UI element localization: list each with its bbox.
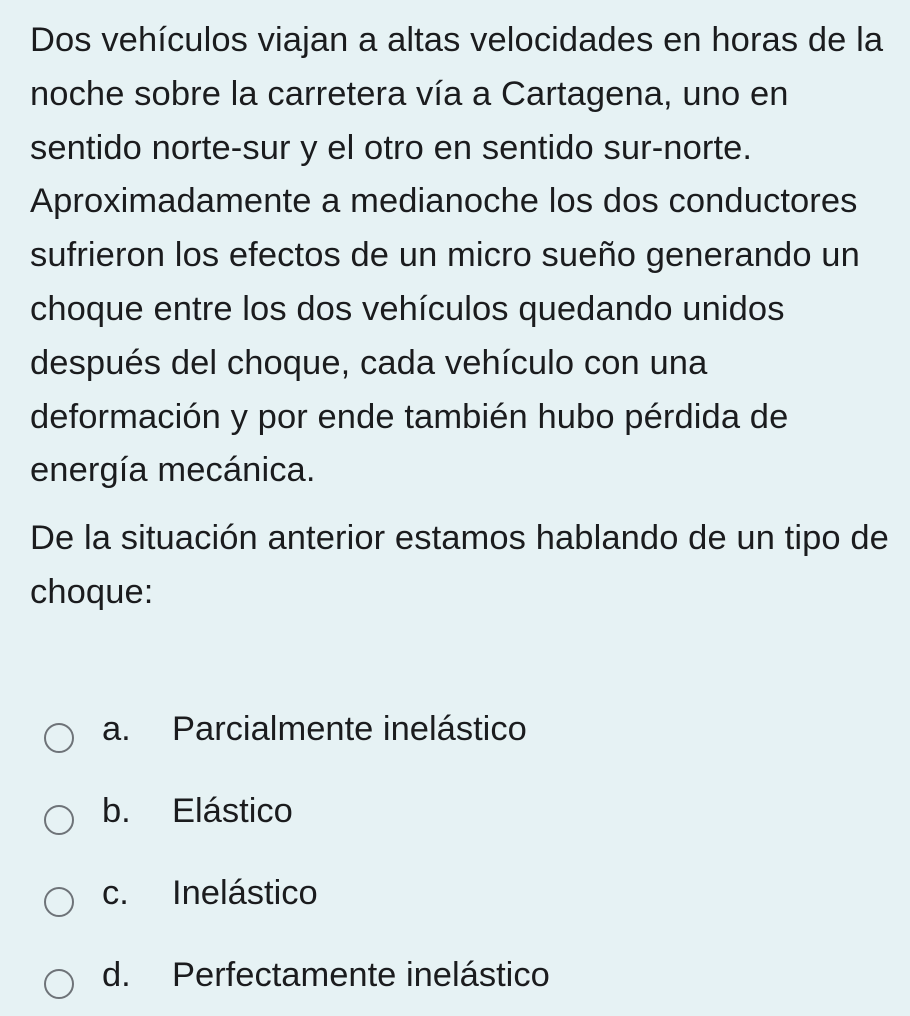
- option-a-label: Parcialmente inelástico: [172, 710, 527, 748]
- option-b-label: Elástico: [172, 792, 293, 830]
- answer-options: [44, 688, 884, 1016]
- question-paragraph: Dos vehículos viajan a altas velocidades en horas de la noche sobre la carretera vía a Cartagena, uno en sentido norte-sur y el otro en sentido sur-norte. Aproximadamente a medianoche los dos conductores sufrieron los efectos de un micro sueño generando un choque entre los dos vehículos quedando unidos después del choque, cada vehículo con una deformación y por ende también hubo pérdida de energía mecánica.: [30, 21, 884, 490]
- radio-button-b[interactable]: [44, 805, 74, 835]
- option-b-letter: b.: [102, 792, 131, 830]
- option-c-label: Inelástico: [172, 874, 318, 912]
- option-d[interactable]: [44, 934, 884, 1016]
- question-text: [30, 14, 900, 620]
- option-b[interactable]: [44, 770, 884, 852]
- radio-button-d[interactable]: [44, 969, 74, 999]
- option-a-letter: a.: [102, 710, 131, 748]
- question-prompt: De la situación anterior estamos hablando de un tipo de choque:: [30, 519, 889, 611]
- option-a[interactable]: [44, 688, 884, 770]
- radio-button-c[interactable]: [44, 887, 74, 917]
- option-c[interactable]: [44, 852, 884, 934]
- radio-button-a[interactable]: [44, 723, 74, 753]
- option-c-letter: c.: [102, 874, 129, 912]
- option-d-label: Perfectamente inelástico: [172, 956, 550, 994]
- option-d-letter: d.: [102, 956, 131, 994]
